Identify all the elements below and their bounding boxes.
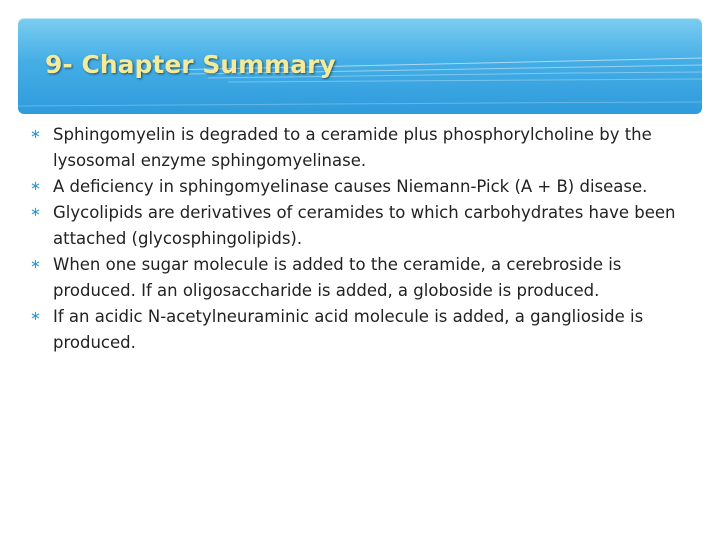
- title-banner: [18, 18, 702, 114]
- bullet-icon: ∗: [30, 309, 41, 324]
- list-item: [30, 252, 700, 304]
- bullet-icon: ∗: [30, 257, 41, 272]
- bullet-icon: ∗: [30, 205, 41, 220]
- slide-title: 9- Chapter Summary: [45, 50, 336, 79]
- bullet-text: Sphingomyelin is degraded to a ceramide plus phosphorylcholine by the lysosomal enzyme sphingomyelinase.: [53, 125, 652, 170]
- bullet-list: [30, 122, 700, 356]
- list-item: [30, 304, 700, 356]
- bullet-text: Glycolipids are derivatives of ceramides to which carbohydrates have been attached (glycosphingolipids).: [53, 203, 676, 248]
- list-item: [30, 122, 700, 174]
- bullet-text: A deficiency in sphingomyelinase causes Niemann-Pick (A + B) disease.: [53, 177, 648, 196]
- bullet-icon: ∗: [30, 179, 41, 194]
- bullet-icon: ∗: [30, 127, 41, 142]
- list-item: [30, 200, 700, 252]
- list-item: [30, 174, 700, 200]
- bullet-text: When one sugar molecule is added to the ceramide, a cerebroside is produced. If an oligosaccharide is added, a globoside is produced.: [53, 255, 622, 300]
- bullet-text: If an acidic N-acetylneuraminic acid molecule is added, a ganglioside is produced.: [53, 307, 644, 352]
